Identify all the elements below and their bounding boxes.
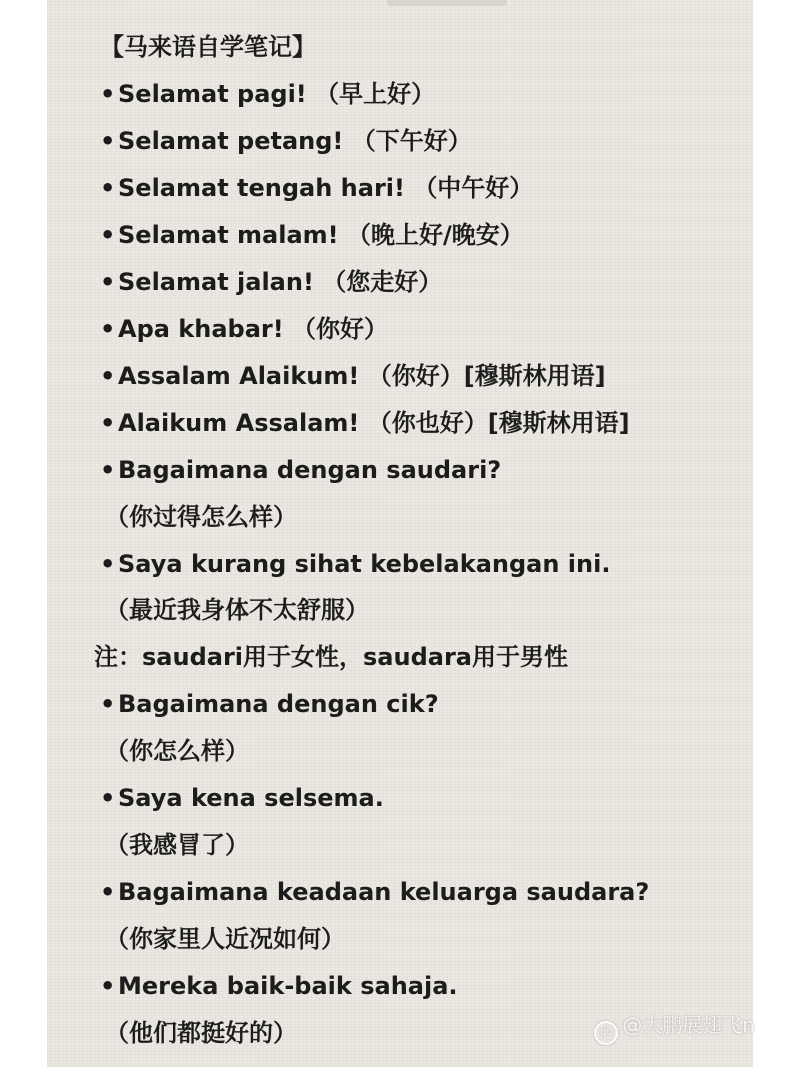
phrase-text: Assalam Alaikum! （你好）[穆斯林用语] [118, 362, 606, 390]
phrase-text: Selamat petang! （下午好） [118, 127, 472, 155]
bullet-icon: • [100, 690, 116, 718]
phrase-item [100, 79, 435, 109]
usage-note: 注：saudari用于女性，saudara用于男性 [94, 643, 568, 671]
phrase-text: Selamat malam! （晚上好/晚安） [118, 221, 524, 249]
bullet-icon: • [100, 362, 116, 390]
bullet-icon: • [100, 409, 116, 437]
phrase-item [100, 314, 388, 344]
bullet-icon: • [100, 972, 116, 1000]
phrase-item [100, 783, 384, 813]
phrase-text: Bagaimana dengan saudari? [118, 456, 502, 484]
bullet-icon: • [100, 174, 116, 202]
phrase-item [100, 220, 524, 250]
phrase-item [100, 126, 472, 156]
bullet-icon: • [100, 127, 116, 155]
paw-logo-icon: du [594, 1021, 618, 1045]
phrase-item [100, 971, 458, 1001]
phrase-item [100, 173, 533, 203]
bullet-icon: • [100, 221, 116, 249]
phrase-text: Saya kurang sihat kebelakangan ini. [118, 550, 611, 578]
bullet-icon: • [100, 456, 116, 484]
phrase-item [100, 267, 442, 297]
watermark [594, 1009, 755, 1045]
phrase-text: Bagaimana keadaan keluarga saudara? [118, 878, 650, 906]
phrase-text: Apa khabar! （你好） [118, 315, 389, 343]
bullet-icon: • [100, 550, 116, 578]
phrase-text: Selamat tengah hari! （中午好） [118, 174, 534, 202]
phrase-text: Mereka baik-baik sahaja. [118, 972, 458, 1000]
bullet-icon: • [100, 315, 116, 343]
phrase-text: Bagaimana dengan cik? [118, 690, 439, 718]
bullet-icon: • [100, 784, 116, 812]
phrase-item [100, 361, 606, 391]
phrase-item [100, 549, 610, 579]
phrase-item [100, 455, 501, 485]
translation-line: （最近我身体不太舒服） [105, 596, 369, 624]
phrase-item [100, 877, 649, 907]
translation-line: （你家里人近况如何） [105, 925, 345, 953]
phrase-item [100, 408, 630, 438]
translation-line: （他们都挺好的） [105, 1019, 297, 1047]
paper-top-tab [387, 0, 507, 6]
phrase-text: Saya kena selsema. [118, 784, 384, 812]
phrase-text: Selamat pagi! （早上好） [118, 80, 436, 108]
page-title: 【马来语自学笔记】 [100, 33, 316, 61]
bullet-icon: • [100, 80, 116, 108]
phrase-item [100, 689, 439, 719]
bullet-icon: • [100, 878, 116, 906]
phrase-text: Selamat jalan! （您走好） [118, 268, 443, 296]
watermark-text: @大鹏展翅飞n [622, 1013, 755, 1037]
translation-line: （你过得怎么样） [105, 503, 297, 531]
translation-line: （你怎么样） [105, 737, 249, 765]
translation-line: （我感冒了） [105, 831, 249, 859]
bullet-icon: • [100, 268, 116, 296]
phrase-text: Alaikum Assalam! （你也好）[穆斯林用语] [118, 409, 630, 437]
